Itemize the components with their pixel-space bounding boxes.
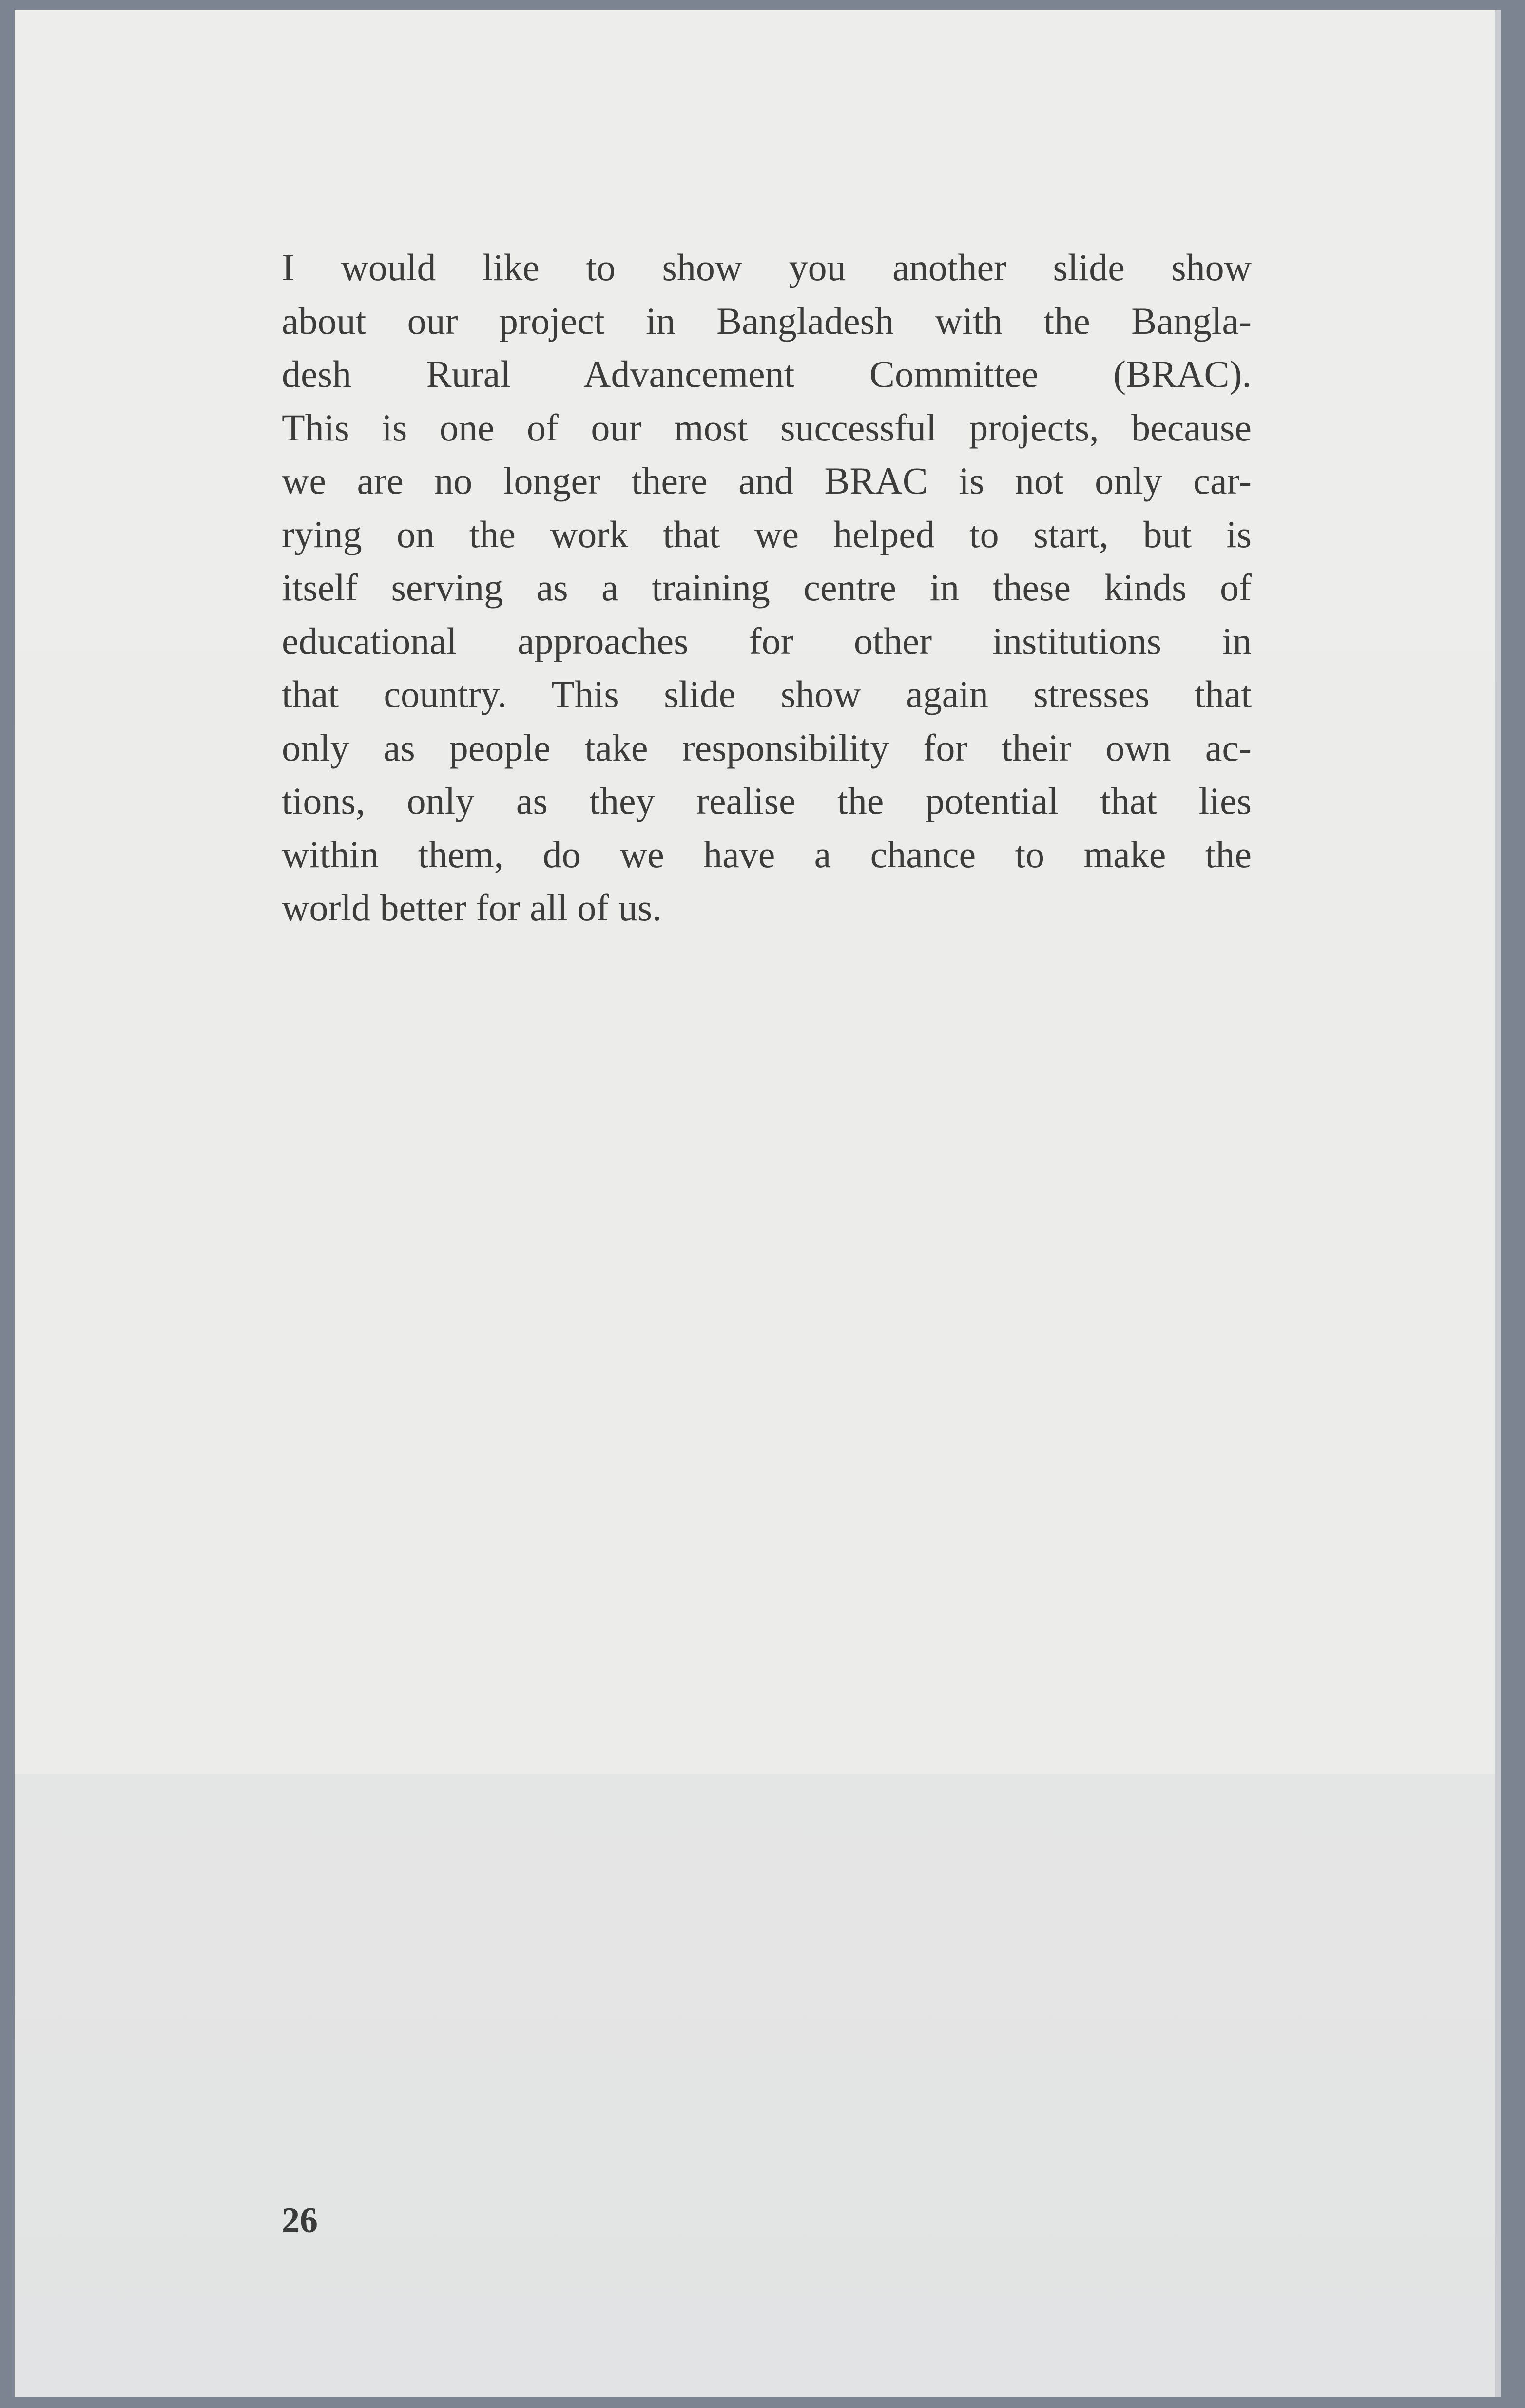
- text-line: we are no longer there and BRAC is not only car-: [282, 459, 1252, 502]
- page-number: 26: [282, 2200, 318, 2240]
- text-line: educational approaches for other institutions in: [282, 619, 1252, 662]
- text-line: desh Rural Advancement Committee (BRAC).: [282, 353, 1252, 395]
- page-edge: [1495, 10, 1501, 2397]
- text-line: within them, do we have a chance to make the: [282, 833, 1252, 876]
- text-line: tions, only as they realise the potential that lies: [282, 780, 1252, 822]
- text-line: This is one of our most successful projects, because: [282, 406, 1252, 449]
- text-line: about our project in Bangladesh with the Bangla-: [282, 299, 1252, 342]
- text-line: that country. This slide show again stresses that: [282, 673, 1252, 715]
- text-line: I would like to show you another slide show: [282, 246, 1252, 288]
- text-line: only as people take responsibility for their own ac-: [282, 726, 1252, 769]
- text-line: rying on the work that we helped to start, but is: [282, 513, 1252, 555]
- page-shading: [15, 1774, 1501, 2397]
- text-line: itself serving as a training centre in these kinds of: [282, 566, 1252, 609]
- text-line: world better for all of us.: [282, 886, 662, 929]
- body-paragraph: [282, 241, 1252, 935]
